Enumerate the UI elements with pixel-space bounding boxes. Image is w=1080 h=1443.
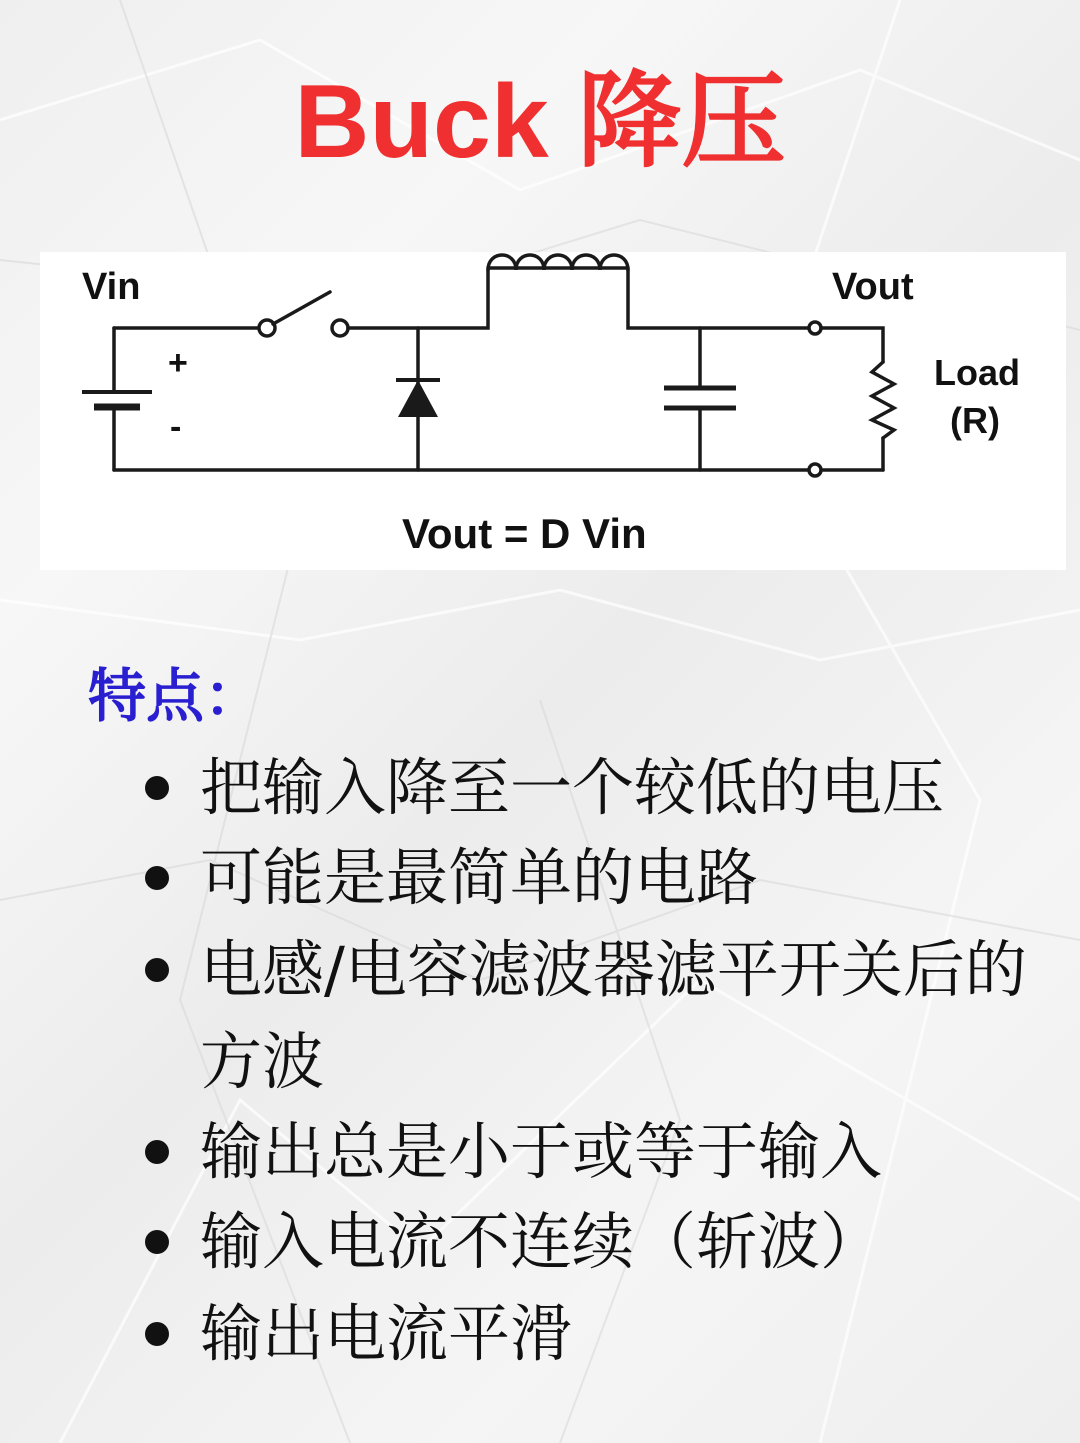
feature-text: 把输入降至一个较低的电压: [200, 751, 945, 824]
load-label: Load: [934, 352, 1020, 393]
vin-label: Vin: [82, 266, 141, 308]
vout-label: Vout: [832, 266, 914, 308]
wire-switch-to-inductor: [348, 270, 488, 328]
buck-circuit-diagram: [40, 252, 1066, 570]
feature-text: 电感/电容滤波器滤平开关后的方波: [200, 933, 1027, 1098]
formula-label: Vout = D Vin: [402, 510, 647, 557]
battery-icon: [82, 392, 152, 407]
bullet-icon: [145, 958, 169, 982]
switch-icon: [259, 292, 348, 336]
output-terminal-top: [809, 322, 821, 334]
feature-text: 输出总是小于或等于输入: [200, 1115, 883, 1188]
wire-load-top: [821, 328, 883, 362]
load-r-label: (R): [950, 400, 1000, 441]
minus-sign: -: [170, 408, 182, 446]
plus-sign: +: [168, 344, 188, 382]
capacitor-icon: [664, 388, 736, 408]
bullet-icon: [145, 866, 169, 890]
features-heading: 特点：: [88, 662, 263, 730]
feature-text: 输入电流不连续（斩波）: [200, 1205, 883, 1278]
bullet-icon: [145, 1322, 169, 1346]
bullet-icon: [145, 1140, 169, 1164]
resistor-icon: [872, 362, 894, 438]
page-title: Buck 降压: [294, 64, 786, 180]
bullet-icon: [145, 776, 169, 800]
feature-text: 可能是最简单的电路: [200, 841, 759, 914]
output-terminal-bottom: [809, 464, 821, 476]
bullet-icon: [145, 1230, 169, 1254]
diode-icon: [396, 380, 440, 417]
wire-inductor-to-output: [628, 270, 810, 328]
feature-text: 输出电流平滑: [200, 1297, 573, 1370]
